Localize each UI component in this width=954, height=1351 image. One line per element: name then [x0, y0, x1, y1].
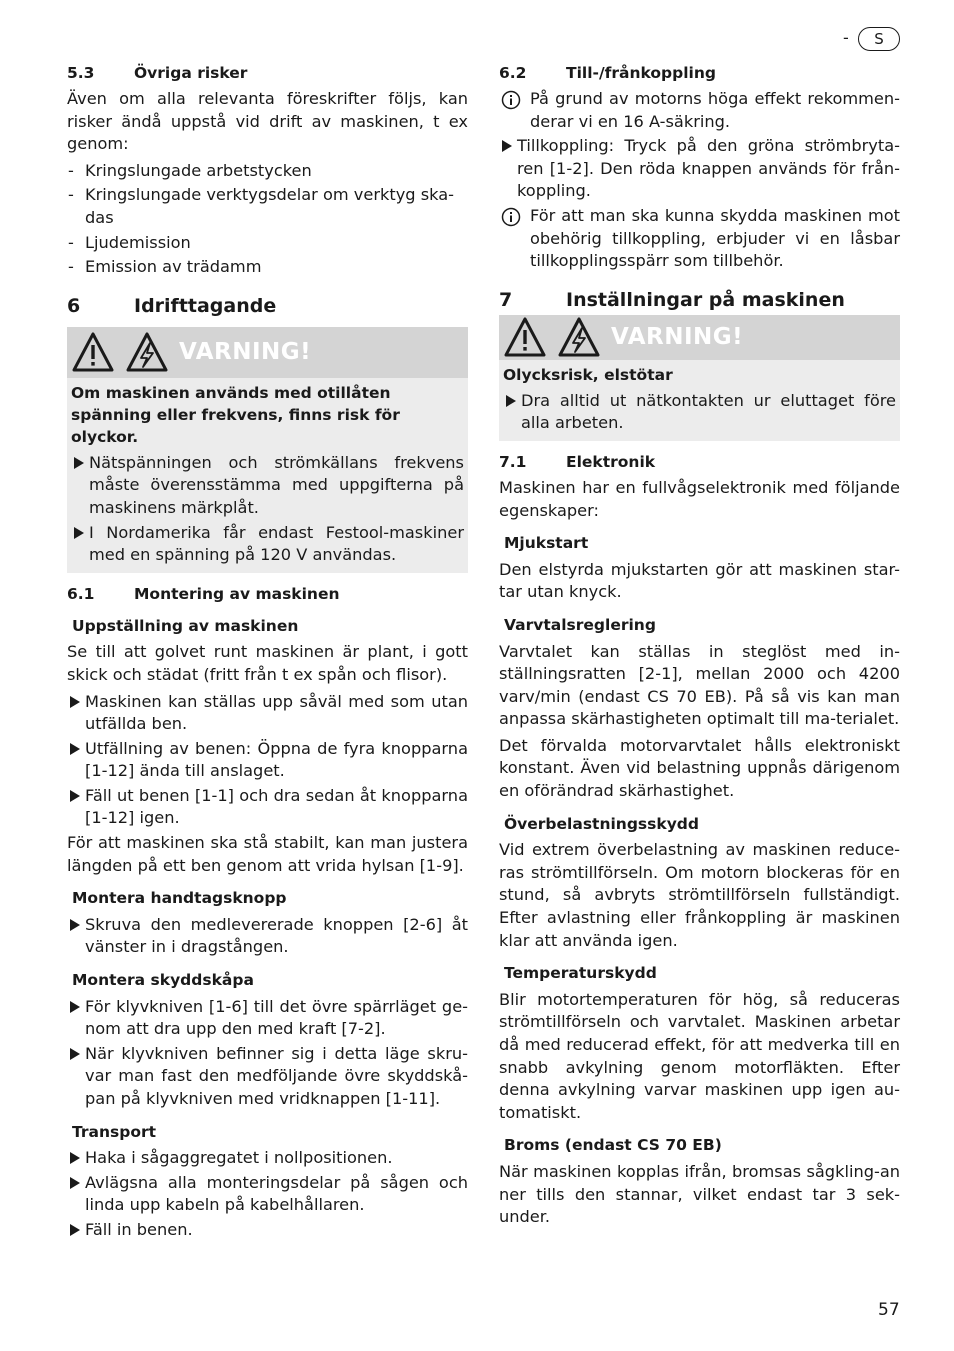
warning-triangle-icon: [503, 316, 547, 358]
arrow-bullet-icon: [70, 1152, 80, 1164]
subheading: Montera skyddskåpa: [72, 971, 254, 990]
paragraph: Den elstyrda mjukstarten gör att maskinen star-tar utan knyck.: [499, 559, 900, 602]
section-title: Montering av maskinen: [134, 584, 340, 603]
list-item: - Kringslungade verktygsdelar om verktyg ska-das: [67, 184, 468, 229]
arrow-bullet-icon: [70, 919, 80, 931]
section-5-3-heading: [67, 62, 468, 84]
paragraph: Blir motortemperaturen för hög, så reduceras strömtillförseln och varvtalet. Maskinen arbetar då med reducerad effekt, för att medverka till en snabb avkylning genom motorfläkten. Efter denna avkylning varvar maskinen upp igen au-tomatiskt.: [499, 989, 900, 1122]
warning-box: [67, 327, 468, 573]
section-number: 7: [499, 288, 513, 311]
section-number: 5.3: [67, 64, 95, 82]
list-item: [67, 691, 468, 736]
list-item: [67, 1147, 468, 1170]
subheading: Broms (endast CS 70 EB): [504, 1136, 722, 1155]
list-item-text: Skruva den medlevererade knoppen [2-6] åt vänster in i dragstången.: [85, 914, 468, 957]
list-item: [499, 135, 900, 203]
subheading: Varvtalsreglering: [504, 615, 656, 634]
list-item: [503, 390, 896, 435]
list-item-text: Maskinen kan ställas upp såväl med som utan utfällda ben.: [85, 691, 468, 734]
list-item: - Kringslungade arbetstycken: [67, 160, 468, 183]
language-badge: S: [858, 27, 900, 51]
list-item-text: Utfällning av benen: Öppna de fyra knopparna [1-12] ända till anslaget.: [85, 738, 468, 781]
paragraph: Se till att golvet runt maskinen är plant, i gott skick och städat (fritt från t ex spån och flisor).: [67, 642, 468, 684]
list-item: [71, 452, 464, 520]
list-item-text: Dra alltid ut nätkontakten ur eluttaget före alla arbeten.: [521, 390, 896, 433]
list-item: [67, 738, 468, 783]
list-item-text: När klyvkniven befinner sig i detta läge skru-var man fast den medföljande övre skyddskå-pan på klyvkniven med vridknappen [1-11].: [85, 1043, 468, 1108]
left-column: [67, 62, 468, 1244]
subheading: Överbelastningsskydd: [504, 814, 699, 833]
electric-shock-icon: [557, 316, 601, 358]
list-item-text: Nätspänningen och strömkällans frekvens måste överensstämma med uppgifterna på maskinens märkplåt.: [89, 452, 464, 517]
arrow-bullet-icon: [70, 743, 80, 755]
subheading: Mjukstart: [504, 534, 589, 553]
section-6-1-heading: [67, 583, 468, 605]
page-number: 57: [878, 1300, 900, 1320]
info-icon: [501, 90, 521, 110]
info-icon: [501, 207, 521, 227]
arrow-bullet-icon: [506, 395, 516, 407]
section-7-heading: [499, 289, 900, 315]
electric-shock-icon: [125, 331, 169, 373]
paragraph: Det förvalda motorvarvtalet hålls elektroniskt konstant. Även vid belastning uppnås därigenom en oförändrad skärhastighet.: [499, 735, 900, 801]
warning-body: [67, 378, 468, 573]
arrow-bullet-icon: [74, 527, 84, 539]
info-note: [499, 88, 900, 133]
list-item: [71, 522, 464, 567]
list-item-text: I Nordamerika får endast Festool-maskiner med en spänning på 120 V användas.: [89, 522, 464, 565]
paragraph: Vid extrem överbelastning av maskinen reduce-ras strömtillförseln. Om motorn blockeras för en stund, så avbryts strömtillförseln fullständigt. Efter avlastning eller frånkoppling är maskinen klar att använda igen.: [499, 840, 900, 950]
list-item: [67, 1219, 468, 1242]
list-item: - Ljudemission: [67, 232, 468, 255]
list-item-text: För klyvkniven [1-6] till det övre spärrläget ge-nom att dra upp den med kraft [7-2].: [85, 996, 468, 1039]
section-title: Inställningar på maskinen: [566, 288, 845, 311]
section-number: 6.1: [67, 584, 95, 603]
arrow-bullet-icon: [502, 140, 512, 152]
list-item: [67, 1172, 468, 1217]
paragraph: När maskinen kopplas ifrån, bromsas sågkling-an ner tills den stannar, vilket endast tar 3 sek-under.: [499, 1161, 900, 1227]
header-dash: -: [843, 28, 849, 47]
section-6-heading: [67, 295, 468, 321]
list-item-text: Fäll ut benen [1-1] och dra sedan åt knopparna [1-12] igen.: [85, 785, 468, 828]
paragraph: Även om alla relevanta föreskrifter följs, kan risker ändå uppstå vid drift av maskinen, t ex genom:: [67, 89, 468, 154]
info-note: [499, 205, 900, 273]
warning-title: VARNING!: [611, 323, 744, 350]
arrow-bullet-icon: [70, 1048, 80, 1060]
section-title: Till-/frånkoppling: [566, 64, 716, 82]
warning-title: VARNING!: [179, 338, 312, 365]
list-item: - Emission av trädamm: [67, 256, 468, 279]
section-title: Övriga risker: [134, 64, 248, 82]
list-item: [67, 996, 468, 1041]
list-item-text: Fäll in benen.: [85, 1219, 193, 1239]
arrow-bullet-icon: [70, 696, 80, 708]
subheading: Temperaturskydd: [504, 964, 657, 983]
warning-body: [499, 360, 900, 441]
arrow-bullet-icon: [74, 457, 84, 469]
warning-text: Olycksrisk, elstötar: [503, 365, 673, 384]
warning-header: [499, 315, 900, 360]
section-title: Idrifttagande: [134, 294, 277, 317]
warning-text: Om maskinen används med otillåten spänning eller frekvens, finns risk för olyckor.: [71, 383, 400, 446]
arrow-bullet-icon: [70, 1177, 80, 1189]
list-item: [67, 914, 468, 959]
arrow-bullet-icon: [70, 1001, 80, 1013]
section-number: 6: [67, 294, 81, 317]
list-item-text: Haka i sågaggregatet i nollpositionen.: [85, 1148, 393, 1168]
paragraph: För att maskinen ska stå stabilt, kan man justera längden på ett ben genom att vrida hylsan [1-9].: [67, 833, 468, 875]
paragraph: Maskinen har en fullvågselektronik med följande egenskaper:: [499, 477, 900, 520]
list-item: [67, 785, 468, 830]
arrow-bullet-icon: [70, 1224, 80, 1236]
list-item: [67, 1043, 468, 1111]
subheading: Montera handtagsknopp: [72, 889, 287, 908]
warning-header: [67, 327, 468, 378]
section-number: 7.1: [499, 452, 527, 471]
info-text: På grund av motorns höga effekt rekommen-derar vi en 16 A-säkring.: [530, 89, 900, 131]
arrow-bullet-icon: [70, 790, 80, 802]
info-text: För att man ska kunna skydda maskinen mot obehörig tillkoppling, erbjuder vi en låsbar tillkopplingsspärr som tillbehör.: [530, 205, 900, 271]
list-item-text: Avlägsna alla monteringsdelar på sågen och linda upp kabeln på kabelhållaren.: [85, 1172, 468, 1215]
section-number: 6.2: [499, 64, 527, 82]
subheading: Transport: [72, 1122, 157, 1141]
section-6-2-heading: [499, 62, 900, 84]
subheading: Uppställning av maskinen: [72, 616, 299, 635]
section-title: Elektronik: [566, 452, 656, 471]
warning-triangle-icon: [71, 331, 115, 373]
paragraph: Varvtalet kan ställas in steglöst med in-ställningsratten [2-1], mellan 2000 och 4200 varv/min (endast CS 70 EB). På så vis kan man anpassa skärhastigheten optimalt till ma-terialet.: [499, 641, 900, 729]
section-7-1-heading: [499, 451, 900, 473]
warning-box: [499, 315, 900, 441]
list-item-text: Tillkoppling: Tryck på den gröna strömbryta-ren [1-2]. Den röda knappen används för från-koppling.: [517, 136, 900, 201]
right-column: [499, 62, 900, 1233]
